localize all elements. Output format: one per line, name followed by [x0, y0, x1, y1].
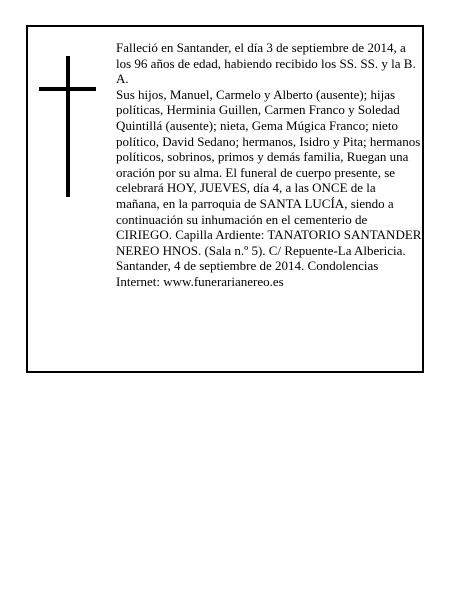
cross-vertical-bar — [66, 56, 70, 197]
family-and-service-details: Sus hijos, Manuel, Carmelo y Alberto (ausente); hijas políticas, Herminia Guillen, Carmen Franco y Soledad Quintillá (ausente); nieta, Gema Múgica Franco; nieto político, David Sedano; hermanos, Isidro y Pita; hermanos políticos, sobrinos, primos y demás familia, Ruegan una oración por su alma. El funeral de cuerpo presente, se celebrará HOY, JUEVES, día 4, a las ONCE de la mañana, en la parroquia de SANTA LUCÍA, siendo a continuación su inhumación en el cementerio de CIRIEGO. Capilla Ardiente: TANATORIO SANTANDER NEREO HNOS. (Sala n.º 5). C/ Repuente-La Albericia. — [116, 86, 422, 258]
cross-horizontal-bar — [39, 87, 96, 91]
obituary-text — [116, 40, 422, 290]
obituary-notice-frame — [26, 25, 424, 373]
closing-line: Santander, 4 de septiembre de 2014. Condolencias Internet: www.funerarianereo.es — [116, 258, 379, 289]
death-statement: Falleció en Santander, el día 3 de septiembre de 2014, a los 96 años de edad, habiendo recibido los SS. SS. y la B. A. — [116, 40, 416, 87]
